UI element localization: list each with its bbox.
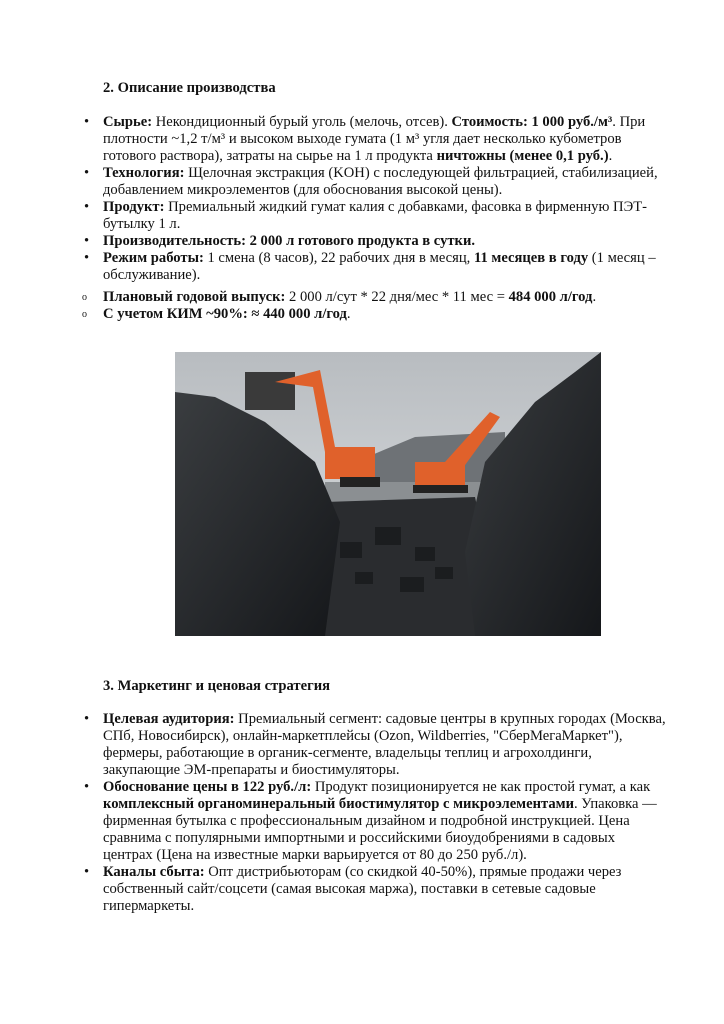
circle-bullet-icon: o (82, 292, 87, 303)
text: . (592, 289, 597, 305)
list-item (84, 199, 668, 233)
section-heading-production: 2. Описание производства (103, 80, 276, 96)
bullet-icon: • (84, 711, 90, 727)
coal-mine-photo (175, 352, 601, 636)
bold-text: Плановый годовой выпуск: (103, 289, 286, 305)
bold-text: Продукт: (103, 199, 165, 215)
section-heading-marketing: 3. Маркетинг и ценовая стратегия (103, 678, 331, 694)
text: 1 смена (8 часов), 22 рабочих дня в месяц, (203, 250, 474, 266)
bullet-icon: • (84, 779, 90, 795)
bullet-icon: • (84, 114, 90, 130)
text: . Упаковка — фирменная бутылка с профессиональным дизайном и подробной инструкцией. Цена сравнима с популярными импортными и российскими биоудобрениями в садовых центрах (Цена на известные марки варьируется от 80 до 250 руб./л). (103, 796, 657, 863)
list-item (82, 289, 668, 306)
bold-text: комплексный органоминеральный биостимулятор с микроэлементами (103, 796, 574, 812)
text: 2 000 л/сут * 22 дня/мес * 11 мес = (285, 289, 509, 305)
production-sublist (82, 289, 668, 323)
text: . При плотности ~1,2 т/м³ и высоком выходе гумата (1 м³ угля дает несколько кубометров готового раствора), затраты на сырье на 1 л продукта (103, 114, 646, 164)
list-item (84, 711, 668, 779)
text: Премиальный жидкий гумат калия с добавками, фасовка в фирменную ПЭТ-бутылку 1 л. (103, 199, 647, 232)
bullet-icon: • (84, 233, 90, 249)
list-item (84, 250, 668, 284)
bold-text: С учетом КИМ ~90%: ≈ 440 000 л/год (103, 306, 347, 322)
bullet-icon: • (84, 250, 90, 266)
bold-text: Целевая аудитория: (103, 711, 235, 727)
bold-text: Обоснование цены в 122 руб./л: (103, 779, 312, 795)
list-item (84, 114, 668, 165)
bold-text: Режим работы: (103, 250, 204, 266)
text: . (346, 306, 351, 322)
marketing-list (84, 711, 668, 915)
text: Некондиционный бурый уголь (мелочь, отсев). (152, 114, 452, 130)
text: Опт дистрибьюторам (со скидкой 40-50%), прямые продажи через собственный сайт/соцсети (самая высокая маржа), поставки в сетевые садовые гипермаркеты. (103, 864, 622, 914)
bold-text: 11 месяцев в году (473, 250, 589, 266)
bullet-icon: • (84, 864, 90, 880)
text: Премиальный сегмент: садовые центры в крупных городах (Москва, СПб, Новосибирск), онлайн-маркетплейсы (Ozon, Wildberries, "СберМегаМаркет"), фермеры, работающие в органик-сегменте, владельцы теплиц и агрохолдинги, закупающие ЭМ-препараты и биостимуляторы. (103, 711, 666, 778)
text: Щелочная экстракция (KOH) с последующей фильтрацией, стабилизацией, добавлением микроэлементов (для обоснования высокой цены). (103, 165, 658, 198)
bold-text: Производительность: 2 000 л готового продукта в сутки. (103, 233, 476, 249)
list-item (84, 233, 668, 250)
bold-text: Стоимость: 1 000 руб./м³ (451, 114, 613, 130)
text: (1 месяц – обслуживание). (103, 250, 656, 283)
bullet-icon: • (84, 165, 90, 181)
bold-text: Сырье: (103, 114, 153, 130)
production-list (84, 114, 668, 284)
text: Продукт позиционируется не как простой гумат, а как (311, 779, 651, 795)
bold-text: 484 000 л/год (508, 289, 593, 305)
circle-bullet-icon: o (82, 309, 87, 320)
list-item (84, 165, 668, 199)
bold-text: Каналы сбыта: (103, 864, 205, 880)
bold-text: Технология: (103, 165, 185, 181)
list-item (82, 306, 668, 323)
text: . (608, 148, 613, 164)
bold-text: ничтожны (менее 0,1 руб.) (436, 148, 609, 164)
list-item (84, 864, 668, 915)
bullet-icon: • (84, 199, 90, 215)
list-item (84, 779, 668, 864)
